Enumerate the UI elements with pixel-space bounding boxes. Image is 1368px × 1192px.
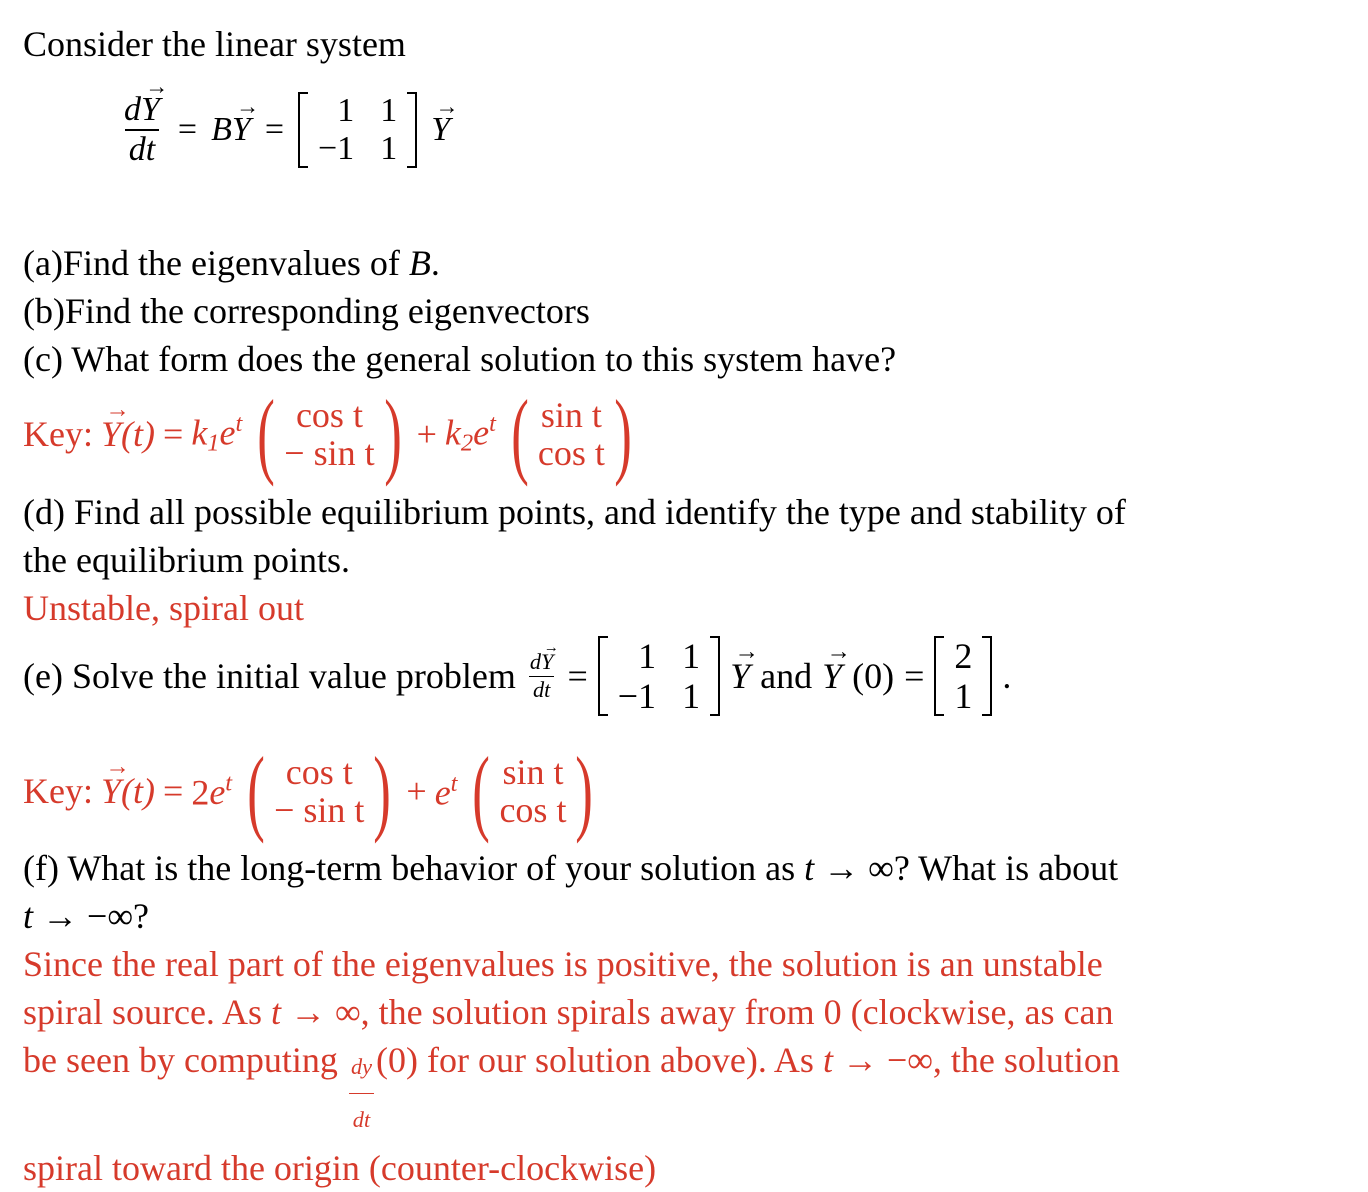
ivp-matrix: 1 1 −1 1 bbox=[598, 636, 720, 716]
derivative-fraction: $\frac{d\to Y}{dt}$ bbox=[120, 93, 164, 167]
answer-f-line1: Since the real part of the eigenvalues is positive, the solution is an unstable bbox=[23, 944, 1103, 984]
question-b: (b)Find the corresponding eigenvectors bbox=[23, 291, 590, 331]
ivp-derivative: $\frac{d\to Y}{dt}$ bbox=[526, 651, 558, 701]
question-d-line2: the equilibrium points. bbox=[23, 540, 350, 580]
answer-f-line2: spiral source. As t → ∞, the solution spirals away from 0 (clockwise, as can bbox=[23, 992, 1114, 1032]
answer-f-line3: be seen by computing $\frac{dy}{dt}$ (0) for our solution above). As t → −∞, the solution bbox=[23, 1036, 1345, 1144]
question-e: (e) Solve the initial value problem $\frac{d\to Y}{dt}$ = 1 1 −1 1 → Y and → Y (0) = 2 1 . bbox=[23, 636, 1011, 716]
answer-f-line4: spiral toward the origin (counter-clockwise) bbox=[23, 1148, 657, 1188]
system-equation: $\frac{d\to Y}{dt}$ = B→ Y = 1 1 −1 1 → Y bbox=[120, 92, 450, 168]
answer-d: Unstable, spiral out bbox=[23, 588, 304, 628]
answer-e: Key: → Y(t) = $2e^t$ ( cos t − sin t ) + $e^t$ ( sin t cos t ) bbox=[23, 743, 600, 839]
question-c: (c) What form does the general solution to this system have? bbox=[23, 339, 897, 379]
initial-condition-vector: 2 1 bbox=[934, 636, 992, 716]
answer-c-vector-1: ( cos t − sin t ) bbox=[257, 380, 402, 487]
question-d-line1: (d) Find all possible equilibrium points, and identify the type and stability of bbox=[23, 492, 1126, 532]
answer-c: Key: → Y(t) = $k_1e^t$ ( cos t − sin t ) + $k_2e^t$ ( sin t cos t ) bbox=[23, 386, 639, 482]
answer-e-vector-1: ( cos t − sin t ) bbox=[247, 737, 392, 844]
system-matrix: 1 1 −1 1 bbox=[298, 92, 417, 168]
intro-text: Consider the linear system bbox=[23, 24, 406, 64]
answer-f bbox=[23, 940, 1345, 1192]
answer-e-vector-2: ( sin t cos t ) bbox=[472, 737, 594, 844]
question-a: (a)Find the eigenvalues of B. bbox=[23, 243, 440, 283]
question-f-line2: t → −∞? bbox=[23, 896, 149, 936]
question-f-line1: (f) What is the long-term behavior of your solution as t → ∞? What is about bbox=[23, 848, 1119, 888]
answer-c-vector-2: ( sin t cos t ) bbox=[511, 380, 632, 487]
